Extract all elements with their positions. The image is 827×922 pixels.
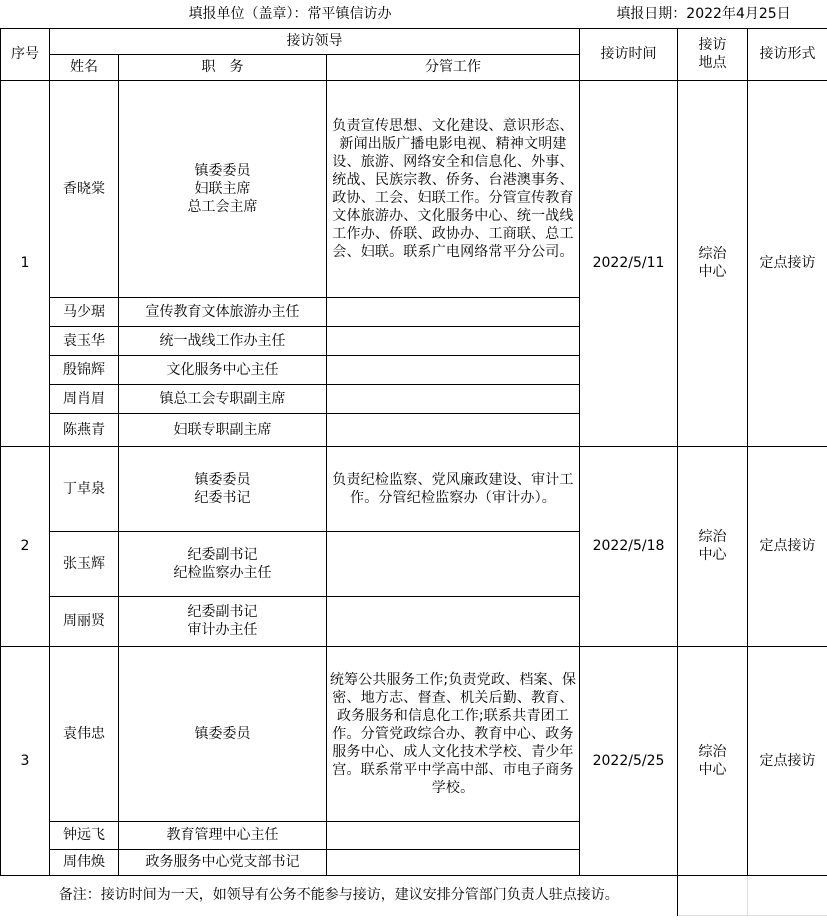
reception-place: 综治 中心 [678, 80, 748, 446]
leader-name: 周伟焕 [50, 849, 119, 875]
col-duty: 分管工作 [327, 54, 580, 80]
leader-name: 殷锦辉 [50, 355, 119, 384]
table-row [1, 446, 827, 531]
footer-note: 备注：接访时间为一天，如领导有公务不能参与接访，建议安排分管部门负责人驻点接访。 [1, 875, 678, 915]
leader-duty [327, 821, 580, 849]
leader-title: 政务服务中心党支部书记 [119, 849, 327, 875]
leader-name: 马少琚 [50, 297, 119, 326]
col-title: 职 务 [119, 54, 327, 80]
footer-row [1, 875, 827, 915]
leader-duty [327, 355, 580, 384]
leader-title: 镇委委员 纪委书记 [119, 446, 327, 531]
leader-duty [327, 384, 580, 413]
leader-duty [327, 413, 580, 446]
leader-duty [327, 297, 580, 326]
leader-title: 镇委委员 妇联主席 总工会主席 [119, 80, 327, 297]
leader-title: 纪委副书记 审计办主任 [119, 596, 327, 646]
leader-name: 丁卓泉 [50, 446, 119, 531]
reception-form: 定点接访 [748, 80, 827, 446]
leader-duty: 统筹公共服务工作;负责党政、档案、保密、地方志、督查、机关后勤、教育、政务服务和信息化工作;联系共青团工作。分管党政综合办、教育中心、政务服务中心、成人文化技术学校、青少年宫。联系常平中学高中部、市电子商务学校。 [327, 646, 580, 821]
reception-time: 2022/5/18 [580, 446, 678, 646]
leader-name: 香晓棠 [50, 80, 119, 297]
leader-duty [327, 326, 580, 355]
leader-title: 宣传教育文体旅游办主任 [119, 297, 327, 326]
reception-time: 2022/5/25 [580, 646, 678, 875]
leader-title: 纪委副书记 纪检监察办主任 [119, 531, 327, 596]
reception-form: 定点接访 [748, 646, 827, 875]
col-seq: 序号 [1, 28, 50, 80]
leader-name: 袁玉华 [50, 326, 119, 355]
reception-place: 综治 中心 [678, 446, 748, 646]
leader-name: 钟远飞 [50, 821, 119, 849]
col-group-leaders: 接访领导 [50, 28, 580, 54]
reception-time: 2022/5/11 [580, 80, 678, 446]
leader-title: 教育管理中心主任 [119, 821, 327, 849]
leader-name: 袁伟忠 [50, 646, 119, 821]
table-row [1, 646, 827, 821]
leader-duty [327, 596, 580, 646]
reception-place: 综治 中心 [678, 646, 748, 875]
footer-empty-cell [678, 875, 748, 915]
leader-name: 周丽贤 [50, 596, 119, 646]
fill-unit: 填报单位（盖章）：常平镇信访办 [188, 5, 392, 22]
col-time: 接访时间 [580, 28, 678, 80]
col-name: 姓名 [50, 54, 119, 80]
leader-title: 文化服务中心主任 [119, 355, 327, 384]
leader-duty: 负责纪检监察、党风廉政建设、审计工作。分管纪检监察办（审计办）。 [327, 446, 580, 531]
leader-title: 镇总工会专职副主席 [119, 384, 327, 413]
footer-empty-cell [748, 875, 827, 915]
leader-name: 陈燕青 [50, 413, 119, 446]
header-row [1, 0, 827, 28]
leader-duty: 负责宣传思想、文化建设、意识形态、新闻出版广播电影电视、精神文明建设、旅游、网络安全和信息化、外事、统战、民族宗教、侨务、台港澳事务、政协、工会、妇联工作。分管宣传教育文体旅游办、文化服务中心、统一战线工作办、侨联、政协办、工商联、总工会、妇联。联系广电网络常平分公司。 [327, 80, 580, 297]
col-form: 接访形式 [748, 28, 827, 80]
fill-date: 填报日期：2022年4月25日 [616, 5, 791, 22]
leader-name: 张玉辉 [50, 531, 119, 596]
leader-name: 周肖眉 [50, 384, 119, 413]
leader-title: 妇联专职副主席 [119, 413, 327, 446]
leader-duty [327, 531, 580, 596]
reception-form: 定点接访 [748, 446, 827, 646]
seq-cell: 3 [1, 646, 50, 875]
leader-title: 镇委委员 [119, 646, 327, 821]
leader-title: 统一战线工作办主任 [119, 326, 327, 355]
table-row [1, 80, 827, 297]
leader-duty [327, 849, 580, 875]
col-place: 接访 地点 [678, 28, 748, 80]
seq-cell: 1 [1, 80, 50, 446]
seq-cell: 2 [1, 446, 50, 646]
column-header-row-1 [1, 28, 827, 54]
